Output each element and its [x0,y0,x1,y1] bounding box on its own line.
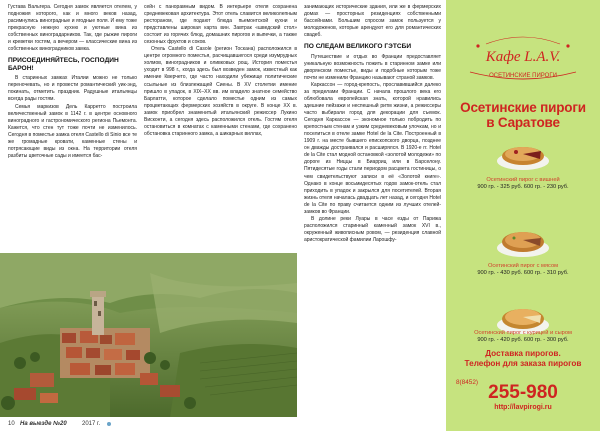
paragraph: Путешествие и отдых во Франции предоставляет уникальную возможность пожить в старинном замке или дворянском поместье, виды и подобные которым тоже почти не изменили Францию называют страной замков. [304,53,441,81]
paragraph: Отель Castello di Casole (регион Тоскана) расположился в центре огромного поместья, расчищавшегося среди изумрудных холмов, виноградников и оливковых рощ. История поместья уходит в 998 г., когда здесь был возведен замок, известный как имение Кверчето, где часто находили убежище политические ссыльные из близлежащей Сиены. В XV столетии имение пришло в упадок, в XIX–XX вв. им владело знатное семейство Барлатти, которое сделало поместье одним из самых процветающих фермерских хозяйств в округе. В конце XX в. замок приобрел знаменитый итальянский режиссер Лукино Висконти, а сегодня здесь расположился отель. Гостям отеля остановиться в комнатах с каменными стенами, где сохранено обстановка старинного замка, а шикарных виллах, [144,46,297,137]
pie-advertisement [446,0,600,431]
phone-code: 8(8452) [456,379,479,386]
page-footer [0,417,297,431]
paragraph: Густава Вальтера. Сегодня замок является отелем, у подножия которого, как и много веков назад, расимнулись виноградные и ягодные поля. И ему тоже прекрасную нежную кухню и уютные вина из собственных виноградарников. Так, где рыжие пироги и креветки гостям, а вечером — классические вина из собственных виноградников замка. [8,4,137,53]
issue-year: 2017 г. [82,421,101,427]
article-column-3 [304,4,441,244]
paragraph: занимающих исторические здания, или же в фермерских домах — просторных резиденциях собственными бассейнами. Большим спросом замок пользуется у молодоженов, которые арендуют его для романтических свадеб. [304,4,441,39]
paragraph: Семья маркизов Дель Карретто построила величественный замок в 1142 г. в центре основного виноградного и гастрономического региона Пьемонта. Кажется, что стен тут тоже почти не изменилось. Сегодня в поместье замка отеля Castello di Sinio все те же громадные кровати, каменные стены и потрясающие виды из окна. На территории отеля разбиты цветочные сады и имеется бас- [8,103,137,159]
website-link: http://lavpirogi.ru [494,404,552,411]
paragraph: В старинных замках Италии можно не только переночевать, но и провести романтический уик-энд, покинать, отметить праздник. Радушные итальянцы всегда рады гостям. [8,75,137,103]
page-number: 10 [8,421,15,427]
cherry-pie-image [494,135,552,173]
meat-pie-image [494,220,552,260]
paragraph: Каркассон — город-крепость, прославившийся далеко за пределами Франции. С начала прошлого века его облюбовала европейская знать, которой нравились здешние пейзажи и неспешный ритм жизни, а режиссеры часто выбирали город для декорации для съемок. Сегодня Каркассон — экономное только побродить по крепостным стенам и узким средневековым улочкам, но и поселиться в отеле замке Hotel de la Cite. Построенный в 1909 г. на месте бывшего епископского дворца, позднее он дважды достраивался и расширялся. В 1920-е гг. Hotel de la Cite стал модной остановкой «золотой молодежи» по дороге из Ниццы в Биарриц или в Барселону. Пятидесятые годы стали периодом расцвета гостиницы, о чем свидетельствуют записи в её «Золотой книге». Однако в конце восьмидесятых годов замок-отель стал приходить в упадок и закрылся для посетителей. Вторая жизнь отеля началась двадцать лет назад, и сегодня Hotel de la Cite по праву считается одним из лучших отелей-замков во Франции. [304,81,441,215]
section-heading: ПРИСОЕДИНЯЙТЕСЬ, ГОСПОДИН БАРОН! [8,57,119,72]
article-column-1 [8,4,137,160]
pie-item: Осетинский пирог с мясом 900 гр. - 430 руб. 600 гр. - 310 руб. [477,263,569,276]
paragraph: В долине реки Луары в часе езды от Парижа расположился старинный каменный замок XVI в., окруженный живописным ровом, — резиденция славной аристократической фамилии Ларошфу- [304,215,441,243]
pie-item: Осетинский пирог с вишней 900 гр. - 325 руб. 600 гр. - 230 руб. [477,177,569,190]
logo-name: Кафе L.A.V. [485,49,561,65]
ad-headline: Осетинские пироги в Саратове [460,100,586,130]
article-column-2 [144,4,297,138]
cafe-logo [456,28,590,84]
logo-subtitle: ОСЕТИНСКИЕ ПИРОГИ [489,73,557,79]
phone-number: 255-980 [488,382,558,403]
pie-item: Осетинский пирог с курицей и сыром 900 гр. - 420 руб. 600 гр. - 300 руб. [474,330,572,343]
decorative-dot [107,422,111,426]
paragraph: сейн с панорамным видом. В интерьере отеля сохранена средневековая архитектура. Этот отель славится великолепным рестораном, где подают блюда пьемонтской кухни и представлены широкая карта вин. Завтрак «шведский стол» состоит из горячих блюд, домашних пирогов и выпечки, а также сезонных фруктов и соков. [144,4,297,46]
castle-town-photo [0,253,297,417]
delivery-text: Доставка пирогов. Телефон для заказа пирогов [464,349,582,368]
magazine-title: На выезде №20 [20,421,67,427]
section-heading: ПО СЛЕДАМ ВЕЛИКОГО ГЭТСБИ [304,43,412,51]
